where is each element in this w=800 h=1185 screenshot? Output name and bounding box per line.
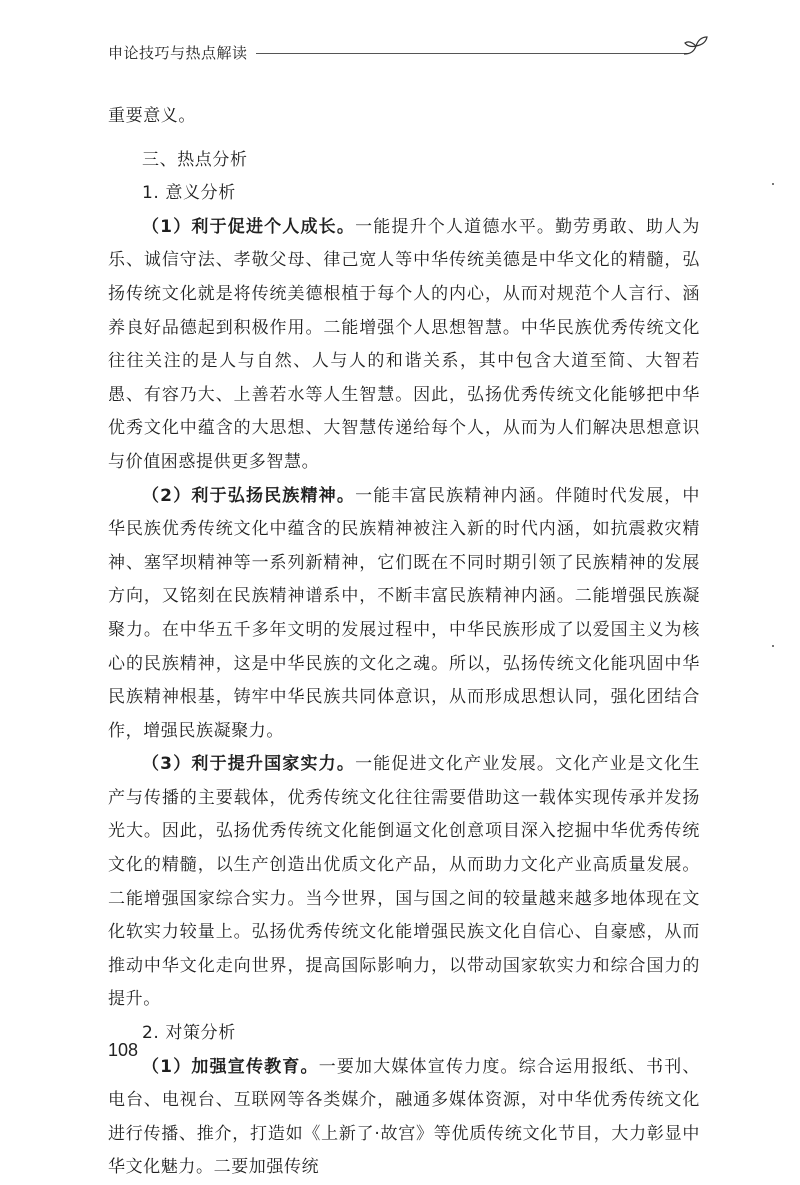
paragraph-lead: （1）利于促进个人成长。	[142, 216, 356, 237]
paragraph-lead: （1）加强宣传教育。	[142, 1056, 319, 1077]
paragraph-text: 一能丰富民族精神内涵。伴随时代发展，中华民族优秀传统文化中蕴含的民族精神被注入新的时代内涵，如抗震救灾精神、塞罕坝精神等一系列新精神，它们既在不同时期引领了民族精神的发展方向，又铭刻在民族精神谱系中，不断丰富民族精神内涵。二能增强民族凝聚力。在中华五千多年文明的发展过程中，中华民族形成了以爱国主义为核心的民族精神，这是中华民族的文化之魂。所以，弘扬传统文化能巩固中华民族精神根基，铸牢中华民族共同体意识，从而形成思想认同，强化团结合作，增强民族凝聚力。	[108, 485, 700, 741]
subsection-heading-countermeasures: 2. 对策分析	[142, 1023, 236, 1044]
paragraph-lead: （3）利于提升国家实力。	[142, 754, 356, 775]
paragraph-text: 一要加大媒体宣传力度。综合运用报纸、书刊、电台、电视台、互联网等各类媒介，融通多媒体资源，对中华优秀传统文化进行传播、推介，打造如《上新了·故宫》等优质传统文化节目，大力彰显中华文化魅力。二要加强传统	[108, 1056, 700, 1178]
section-heading: 三、热点分析	[142, 149, 248, 170]
paragraph-personal-growth	[108, 211, 700, 480]
page-body	[108, 100, 700, 1185]
scan-speck	[772, 645, 774, 647]
intro-line: 重要意义。	[108, 106, 196, 126]
paragraph-lead: （2）利于弘扬民族精神。	[142, 485, 356, 506]
paragraph-publicity-education	[108, 1051, 700, 1185]
scan-speck	[772, 183, 774, 185]
paragraph-text: 一能提升个人道德水平。勤劳勇敢、助人为乐、诚信守法、孝敬父母、律己宽人等中华传统美德是中华文化的精髓，弘扬传统文化就是将传统美德根植于每个人的内心，从而对规范个人言行、涵养良好品德起到积极作用。二能增强个人思想智慧。中华民族优秀传统文化往往关注的是人与自然、人与人的和谐关系，其中包含大道至简、大智若愚、有容乃大、上善若水等人生智慧。因此，弘扬优秀传统文化能够把中华优秀文化中蕴含的大思想、大智慧传递给每个人，从而为人们解决思想意识与价值困惑提供更多智慧。	[108, 216, 700, 472]
page-number: 108	[108, 1040, 139, 1060]
paragraph-text: 一能促进文化产业发展。文化产业是文化生产与传播的主要载体，优秀传统文化往往需要借助这一载体实现传承并发扬光大。因此，弘扬优秀传统文化能倒逼文化创意项目深入挖掘中华优秀传统文化的精髓，以生产创造出优质文化产品，从而助力文化产业高质量发展。二能增强国家综合实力。当今世界，国与国之间的较量越来越多地体现在文化软实力较量上。弘扬优秀传统文化能增强民族文化自信心、自豪感，从而推动中华文化走向世界，提高国际影响力，以带动国家软实力和综合国力的提升。	[108, 754, 700, 1010]
subsection-heading-meaning: 1. 意义分析	[142, 183, 236, 204]
paragraph-national-spirit	[108, 480, 700, 749]
paragraph-national-strength	[108, 748, 700, 1017]
header-rule	[256, 53, 688, 54]
running-header	[108, 38, 708, 68]
header-title: 申论技巧与热点解读	[108, 44, 248, 62]
sprout-leaf-icon	[680, 32, 710, 58]
